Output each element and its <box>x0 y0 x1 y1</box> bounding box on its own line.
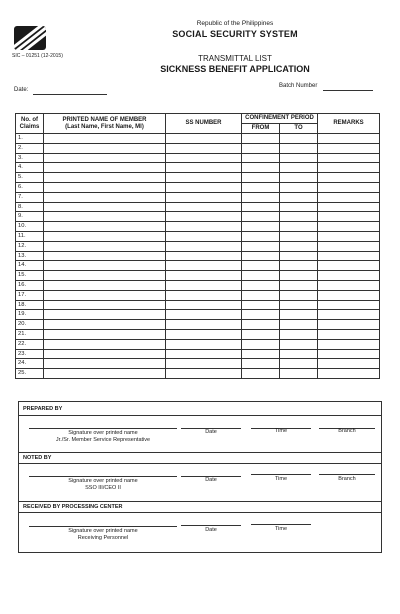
claims-table <box>15 113 380 379</box>
form-code: SIC – 01251 (12-2015) <box>12 53 63 59</box>
ss-number-cell[interactable] <box>166 251 242 261</box>
to-cell[interactable] <box>280 290 318 300</box>
ss-number-cell[interactable] <box>166 134 242 144</box>
ss-number-cell[interactable] <box>166 143 242 153</box>
from-cell[interactable] <box>242 320 280 330</box>
to-cell[interactable] <box>280 134 318 144</box>
ss-number-cell[interactable] <box>166 212 242 222</box>
remarks-cell[interactable] <box>318 310 380 320</box>
from-cell[interactable] <box>242 251 280 261</box>
received-time-line[interactable] <box>251 524 311 525</box>
table-row <box>16 271 380 281</box>
ss-number-cell[interactable] <box>166 163 242 173</box>
received-signature-caption: Signature over printed name Receiving Personnel <box>68 528 138 541</box>
table-row <box>16 280 380 290</box>
ss-number-cell[interactable] <box>166 222 242 232</box>
table-row <box>16 320 380 330</box>
noted-branch-label: Branch <box>338 476 356 482</box>
to-cell[interactable] <box>280 280 318 290</box>
remarks-cell[interactable] <box>318 261 380 271</box>
agency-name: SOCIAL SECURITY SYSTEM <box>172 29 298 39</box>
ss-number-cell[interactable] <box>166 192 242 202</box>
to-cell[interactable] <box>280 310 318 320</box>
noted-branch-line[interactable] <box>319 474 375 475</box>
member-name-cell[interactable] <box>44 290 166 300</box>
from-cell[interactable] <box>242 359 280 369</box>
to-cell[interactable] <box>280 369 318 379</box>
remarks-cell[interactable] <box>318 329 380 339</box>
claim-number-cell: 15. <box>16 271 44 281</box>
to-cell[interactable] <box>280 320 318 330</box>
table-row <box>16 329 380 339</box>
to-cell[interactable] <box>280 222 318 232</box>
to-cell[interactable] <box>280 192 318 202</box>
prepared-signature-caption: Signature over printed name Jr./Sr. Member Service Representative <box>55 430 151 443</box>
table-row <box>16 251 380 261</box>
table-row <box>16 359 380 369</box>
from-cell[interactable] <box>242 163 280 173</box>
table-row <box>16 231 380 241</box>
table-row <box>16 222 380 232</box>
from-cell[interactable] <box>242 192 280 202</box>
claim-number-cell: 9. <box>16 212 44 222</box>
header-confinement-period: CONFINEMENT PERIOD <box>242 114 318 124</box>
remarks-cell[interactable] <box>318 271 380 281</box>
from-cell[interactable] <box>242 222 280 232</box>
received-date-line[interactable] <box>181 525 241 526</box>
header-remarks: REMARKS <box>318 114 380 134</box>
ss-number-cell[interactable] <box>166 339 242 349</box>
to-cell[interactable] <box>280 212 318 222</box>
ss-number-cell[interactable] <box>166 261 242 271</box>
table-row <box>16 241 380 251</box>
remarks-cell[interactable] <box>318 173 380 183</box>
from-cell[interactable] <box>242 261 280 271</box>
to-cell[interactable] <box>280 300 318 310</box>
member-name-cell[interactable] <box>44 339 166 349</box>
date-label: Date: <box>14 87 29 93</box>
remarks-cell[interactable] <box>318 153 380 163</box>
member-name-cell[interactable] <box>44 202 166 212</box>
prepared-branch-label: Branch <box>338 428 356 434</box>
member-name-cell[interactable] <box>44 349 166 359</box>
remarks-cell[interactable] <box>318 280 380 290</box>
prepared-by-title: PREPARED BY <box>23 406 63 412</box>
from-cell[interactable] <box>242 369 280 379</box>
header-name: PRINTED NAME OF MEMBER (Last Name, First Name, MI) <box>44 114 166 134</box>
noted-by-title: NOTED BY <box>23 455 52 461</box>
to-cell[interactable] <box>280 182 318 192</box>
from-cell[interactable] <box>242 153 280 163</box>
ss-number-cell[interactable] <box>166 202 242 212</box>
signature-section <box>18 401 382 553</box>
claim-number-cell: 16. <box>16 280 44 290</box>
ss-number-cell[interactable] <box>166 310 242 320</box>
member-name-cell[interactable] <box>44 261 166 271</box>
claim-number-cell: 4. <box>16 163 44 173</box>
claim-number-cell: 25. <box>16 369 44 379</box>
member-name-cell[interactable] <box>44 222 166 232</box>
member-name-cell[interactable] <box>44 134 166 144</box>
from-cell[interactable] <box>242 300 280 310</box>
remarks-cell[interactable] <box>318 349 380 359</box>
to-cell[interactable] <box>280 261 318 271</box>
claim-number-cell: 24. <box>16 359 44 369</box>
claim-number-cell: 23. <box>16 349 44 359</box>
claim-number-cell: 7. <box>16 192 44 202</box>
claim-number-cell: 21. <box>16 329 44 339</box>
to-cell[interactable] <box>280 173 318 183</box>
claim-number-cell: 8. <box>16 202 44 212</box>
document-title: SICKNESS BENEFIT APPLICATION <box>160 64 310 74</box>
header-claims: No. of Claims <box>16 114 44 134</box>
table-row <box>16 153 380 163</box>
header-ss-number: SS NUMBER <box>166 114 242 134</box>
claim-number-cell: 6. <box>16 182 44 192</box>
from-cell[interactable] <box>242 212 280 222</box>
remarks-cell[interactable] <box>318 241 380 251</box>
from-cell[interactable] <box>242 349 280 359</box>
ss-number-cell[interactable] <box>166 320 242 330</box>
to-cell[interactable] <box>280 231 318 241</box>
table-row <box>16 300 380 310</box>
to-cell[interactable] <box>280 153 318 163</box>
claim-number-cell: 11. <box>16 231 44 241</box>
remarks-cell[interactable] <box>318 290 380 300</box>
member-name-cell[interactable] <box>44 143 166 153</box>
noted-signature-line[interactable] <box>29 476 177 477</box>
member-name-cell[interactable] <box>44 182 166 192</box>
noted-signature-caption: Signature over printed name SSO III/CEO II <box>68 478 138 491</box>
member-name-cell[interactable] <box>44 280 166 290</box>
member-name-cell[interactable] <box>44 153 166 163</box>
table-row <box>16 212 380 222</box>
member-name-cell[interactable] <box>44 241 166 251</box>
ss-number-cell[interactable] <box>166 241 242 251</box>
claim-number-cell: 14. <box>16 261 44 271</box>
claim-number-cell: 19. <box>16 310 44 320</box>
to-cell[interactable] <box>280 251 318 261</box>
remarks-cell[interactable] <box>318 300 380 310</box>
member-name-cell[interactable] <box>44 231 166 241</box>
ss-number-cell[interactable] <box>166 173 242 183</box>
claim-number-cell: 5. <box>16 173 44 183</box>
claim-number-cell: 10. <box>16 222 44 232</box>
from-cell[interactable] <box>242 134 280 144</box>
remarks-cell[interactable] <box>318 222 380 232</box>
to-cell[interactable] <box>280 339 318 349</box>
remarks-cell[interactable] <box>318 320 380 330</box>
member-name-cell[interactable] <box>44 251 166 261</box>
table-row <box>16 310 380 320</box>
table-row <box>16 173 380 183</box>
to-cell[interactable] <box>280 329 318 339</box>
from-cell[interactable] <box>242 271 280 281</box>
member-name-cell[interactable] <box>44 329 166 339</box>
to-cell[interactable] <box>280 271 318 281</box>
header-from: FROM <box>242 124 280 134</box>
claim-number-cell: 3. <box>16 153 44 163</box>
ss-number-cell[interactable] <box>166 271 242 281</box>
from-cell[interactable] <box>242 182 280 192</box>
noted-time-label: Time <box>274 476 288 482</box>
remarks-cell[interactable] <box>318 202 380 212</box>
member-name-cell[interactable] <box>44 369 166 379</box>
member-name-cell[interactable] <box>44 300 166 310</box>
remarks-cell[interactable] <box>318 182 380 192</box>
table-row <box>16 339 380 349</box>
member-name-cell[interactable] <box>44 212 166 222</box>
ss-number-cell[interactable] <box>166 231 242 241</box>
received-signature-line[interactable] <box>29 526 177 527</box>
table-row <box>16 182 380 192</box>
received-by-title: RECEIVED BY PROCESSING CENTER <box>23 504 123 510</box>
ss-number-cell[interactable] <box>166 300 242 310</box>
to-cell[interactable] <box>280 359 318 369</box>
republic-label: Republic of the Philippines <box>196 20 274 27</box>
from-cell[interactable] <box>242 339 280 349</box>
from-cell[interactable] <box>242 202 280 212</box>
document-type: TRANSMITTAL LIST <box>198 54 272 63</box>
member-name-cell[interactable] <box>44 271 166 281</box>
claim-number-cell: 13. <box>16 251 44 261</box>
prepared-signature-line[interactable] <box>29 428 177 429</box>
batch-number-field[interactable] <box>323 90 373 91</box>
prepared-date-label: Date <box>205 429 217 435</box>
remarks-cell[interactable] <box>318 339 380 349</box>
table-row <box>16 290 380 300</box>
table-row <box>16 202 380 212</box>
claim-number-cell: 12. <box>16 241 44 251</box>
table-row <box>16 163 380 173</box>
to-cell[interactable] <box>280 202 318 212</box>
ss-number-cell[interactable] <box>166 359 242 369</box>
table-row <box>16 261 380 271</box>
date-field[interactable] <box>33 94 107 95</box>
from-cell[interactable] <box>242 310 280 320</box>
ss-number-cell[interactable] <box>166 290 242 300</box>
remarks-cell[interactable] <box>318 192 380 202</box>
table-row <box>16 349 380 359</box>
received-date-label: Date <box>205 527 217 533</box>
header-to: TO <box>280 124 318 134</box>
noted-time-line[interactable] <box>251 474 311 475</box>
ss-number-cell[interactable] <box>166 280 242 290</box>
table-row <box>16 369 380 379</box>
from-cell[interactable] <box>242 280 280 290</box>
member-name-cell[interactable] <box>44 192 166 202</box>
member-name-cell[interactable] <box>44 163 166 173</box>
received-time-label: Time <box>274 526 288 532</box>
from-cell[interactable] <box>242 290 280 300</box>
from-cell[interactable] <box>242 231 280 241</box>
from-cell[interactable] <box>242 143 280 153</box>
remarks-cell[interactable] <box>318 212 380 222</box>
to-cell[interactable] <box>280 143 318 153</box>
to-cell[interactable] <box>280 163 318 173</box>
remarks-cell[interactable] <box>318 231 380 241</box>
member-name-cell[interactable] <box>44 310 166 320</box>
member-name-cell[interactable] <box>44 359 166 369</box>
ss-number-cell[interactable] <box>166 329 242 339</box>
from-cell[interactable] <box>242 173 280 183</box>
claim-number-cell: 17. <box>16 290 44 300</box>
ss-number-cell[interactable] <box>166 153 242 163</box>
claim-number-cell: 20. <box>16 320 44 330</box>
remarks-cell[interactable] <box>318 251 380 261</box>
ss-number-cell[interactable] <box>166 349 242 359</box>
from-cell[interactable] <box>242 241 280 251</box>
table-row <box>16 192 380 202</box>
claim-number-cell: 1. <box>16 134 44 144</box>
claim-number-cell: 22. <box>16 339 44 349</box>
batch-number-label: Batch Number <box>279 83 318 89</box>
remarks-cell[interactable] <box>318 143 380 153</box>
remarks-cell[interactable] <box>318 359 380 369</box>
from-cell[interactable] <box>242 329 280 339</box>
prepared-time-label: Time <box>274 428 288 434</box>
to-cell[interactable] <box>280 349 318 359</box>
table-row <box>16 143 380 153</box>
member-name-cell[interactable] <box>44 173 166 183</box>
remarks-cell[interactable] <box>318 163 380 173</box>
claim-number-cell: 2. <box>16 143 44 153</box>
ss-number-cell[interactable] <box>166 182 242 192</box>
ss-number-cell[interactable] <box>166 369 242 379</box>
member-name-cell[interactable] <box>44 320 166 330</box>
remarks-cell[interactable] <box>318 134 380 144</box>
claim-number-cell: 18. <box>16 300 44 310</box>
to-cell[interactable] <box>280 241 318 251</box>
table-row <box>16 134 380 144</box>
noted-date-label: Date <box>205 477 217 483</box>
remarks-cell[interactable] <box>318 369 380 379</box>
